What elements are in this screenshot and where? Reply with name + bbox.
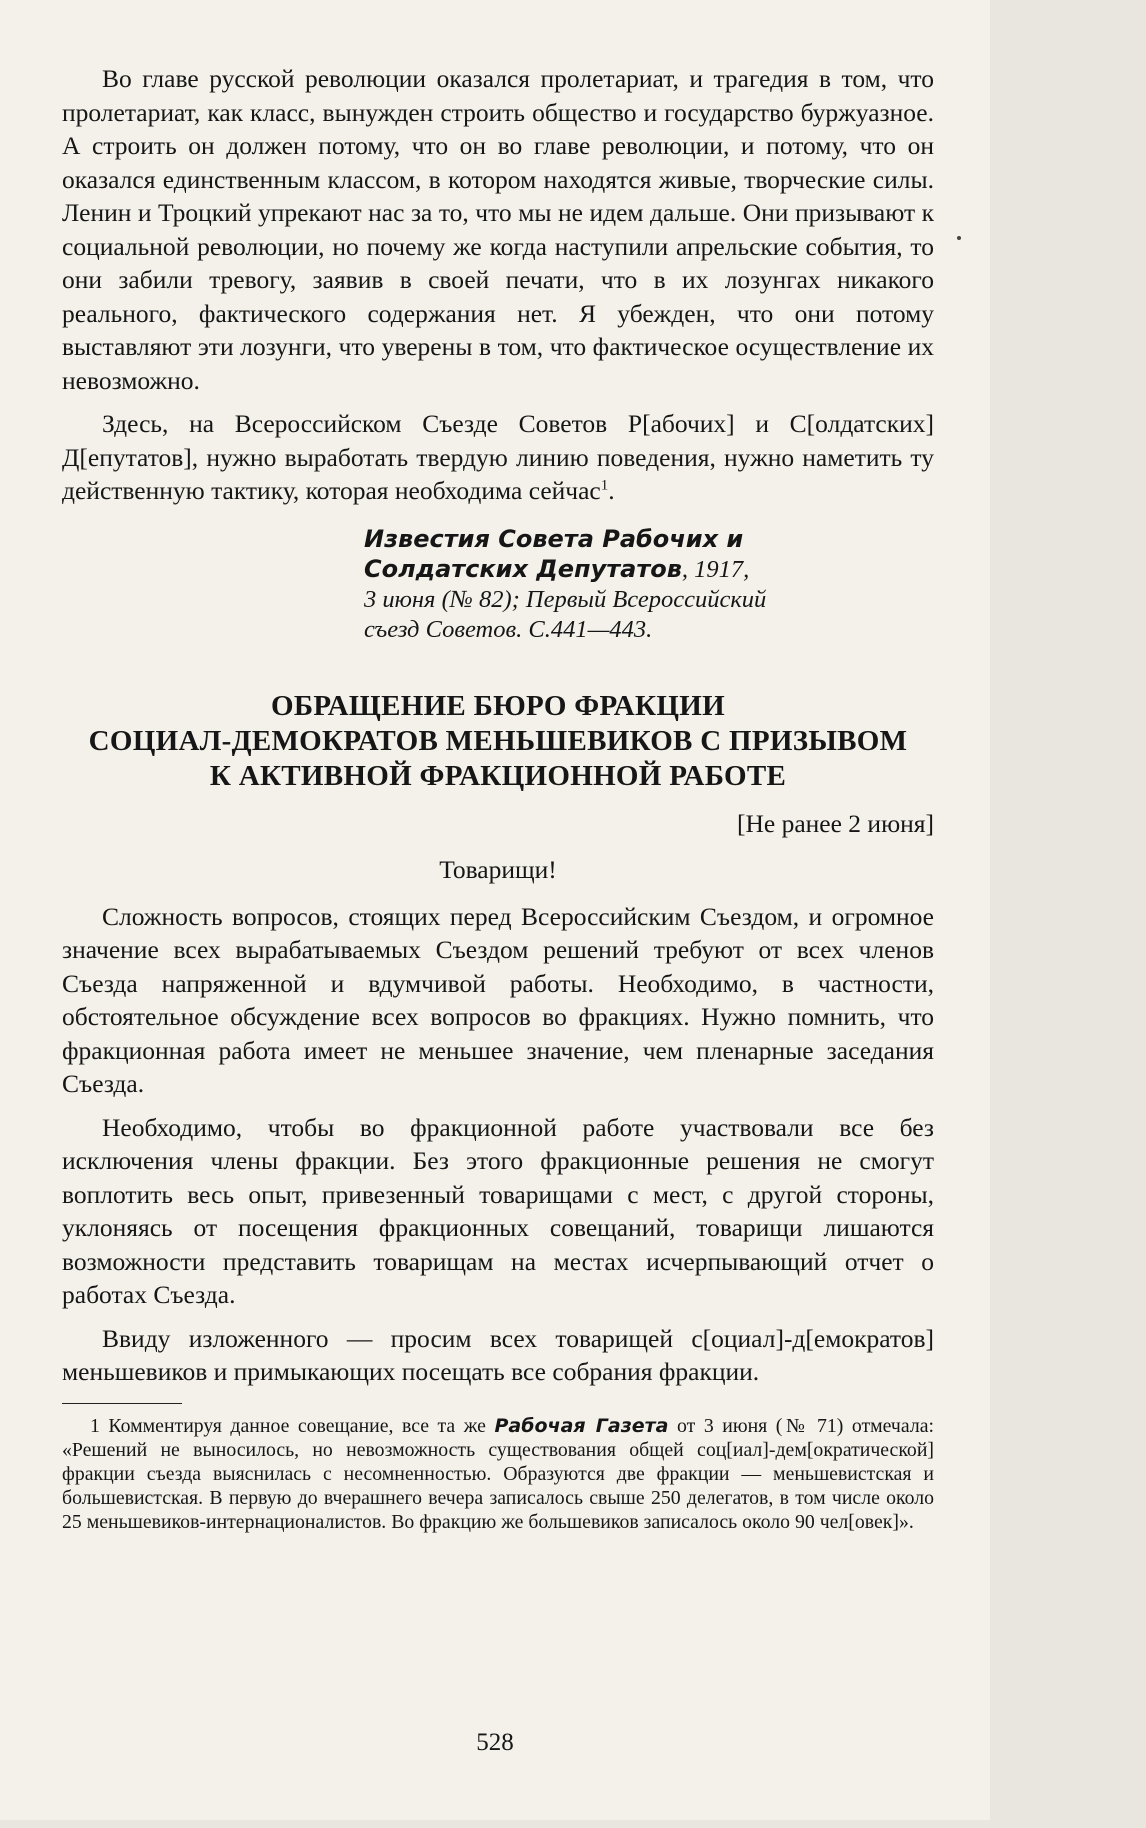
citation-line-4: съезд Советов. С.441—443. — [364, 615, 653, 643]
footnote-number: 1 — [90, 1414, 100, 1437]
page-content — [62, 62, 934, 1534]
appeal-paragraph-2: Необходимо, чтобы во фракционной работе участвовали все без исключения члены фракции. Без этого фракционные решения не смогут воплотить весь опыт, привезенный товарищами с мест, с другой стороны, уклоняясь от посещения фракционных совещаний, товарищи лишаются возможности представить товарищам на местах исчерпывающий отчет о работах Съезда. — [62, 1112, 934, 1309]
citation-year: , 1917, — [681, 555, 750, 583]
appeal-paragraph-1: Сложность вопросов, стоящих перед Всероссийским Съездом, и огромное значение всех вырабатываемых Съездом решений требуют от всех членов Съезда напряженной и вдумчивой работы. Необходимо, в частности, обстоятельное обсуждение всех вопросов во фракциях. Нужно помнить, что фракционная работа имеет не меньшее значение, чем пленарные заседания Съезда. — [62, 901, 934, 1098]
date-note: [Не ранее 2 июня] — [736, 808, 934, 838]
footnote-reference: 1 — [600, 477, 609, 494]
citation-line-3: 3 июня (№ 82); Первый Всероссийский — [364, 585, 767, 613]
speech-paragraph-2-text: Здесь, на Всероссийском Съезде Советов Р[абочих] и С[олдатских] Д[епутатов], нужно выработать твердую линию поведения, нужно наметить ту действенную тактику, которая необходима сейчас — [62, 409, 934, 505]
footnote-divider — [62, 1403, 182, 1404]
footnote-text-after: от 3 июня (№ 71) отмечала: «Решений не выносилось, но невозможность существования общей соц[иал]-дем[ократической] фракции съезда выяснилась с несомненностью. Образуются две фракции — меньшевистская и большевистская. В первую до вчерашнего вечера записалось свыше 250 делегатов, в том числе около 25 меньшевиков-интернационалистов. Во фракцию же большевиков записалось около 90 чел[овек]». — [62, 1414, 934, 1533]
document-heading — [62, 689, 934, 794]
margin-dot-mark — [957, 236, 961, 240]
source-citation — [364, 524, 934, 645]
footnote-source-title: Рабочая Газета — [494, 1414, 669, 1437]
page-number: 528 — [476, 1729, 514, 1756]
heading-line-3: К АКТИВНОЙ ФРАКЦИОННОЙ РАБОТЕ — [209, 759, 787, 792]
speech-paragraph-1: Во главе русской революции оказался пролетариат, и трагедия в том, что пролетариат, как класс, вынужден строить общество и государство буржуазное. А строить он должен потому, что он во главе революции, и потому, что он оказался единственным классом, в котором находятся живые, творческие силы. Ленин и Троцкий упрекают нас за то, что мы не идем дальше. Они призывают к социальной революции, но почему же когда наступили апрельские события, то они забили тревогу, заявив в своей печати, что в их лозунгах никакого реального, фактического содержания нет. Я убежден, что они потому выставляют эти лозунги, что уверены в том, что фактическое осуществление их невозможно. — [62, 64, 934, 395]
footnote — [62, 1414, 934, 1534]
citation-title-line-2: Солдатских Депутатов — [364, 554, 682, 583]
heading-line-2: СОЦИАЛ-ДЕМОКРАТОВ МЕНЬШЕВИКОВ С ПРИЗЫВОМ — [88, 724, 908, 757]
footnote-text-before: Комментируя данное совещание, все та же — [108, 1414, 486, 1437]
speech-paragraph-2: Здесь, на Всероссийском Съезде Советов Р[абочих] и С[олдатских] Д[епутатов], нужно выработать твердую линию поведения, нужно наметить ту действенную тактику, которая необходима сейчас$^1$. — [62, 409, 934, 505]
citation-title-line-1: Известия Совета Рабочих и — [364, 524, 744, 553]
appeal-paragraph-3: Ввиду изложенного — просим всех товарищей с[оциал]-д[емократов] меньшевиков и примыкающих посещать все собрания фракции. — [62, 1323, 934, 1386]
greeting: Товарищи! — [439, 854, 557, 884]
heading-line-1: ОБРАЩЕНИЕ БЮРО ФРАКЦИИ — [271, 689, 725, 722]
